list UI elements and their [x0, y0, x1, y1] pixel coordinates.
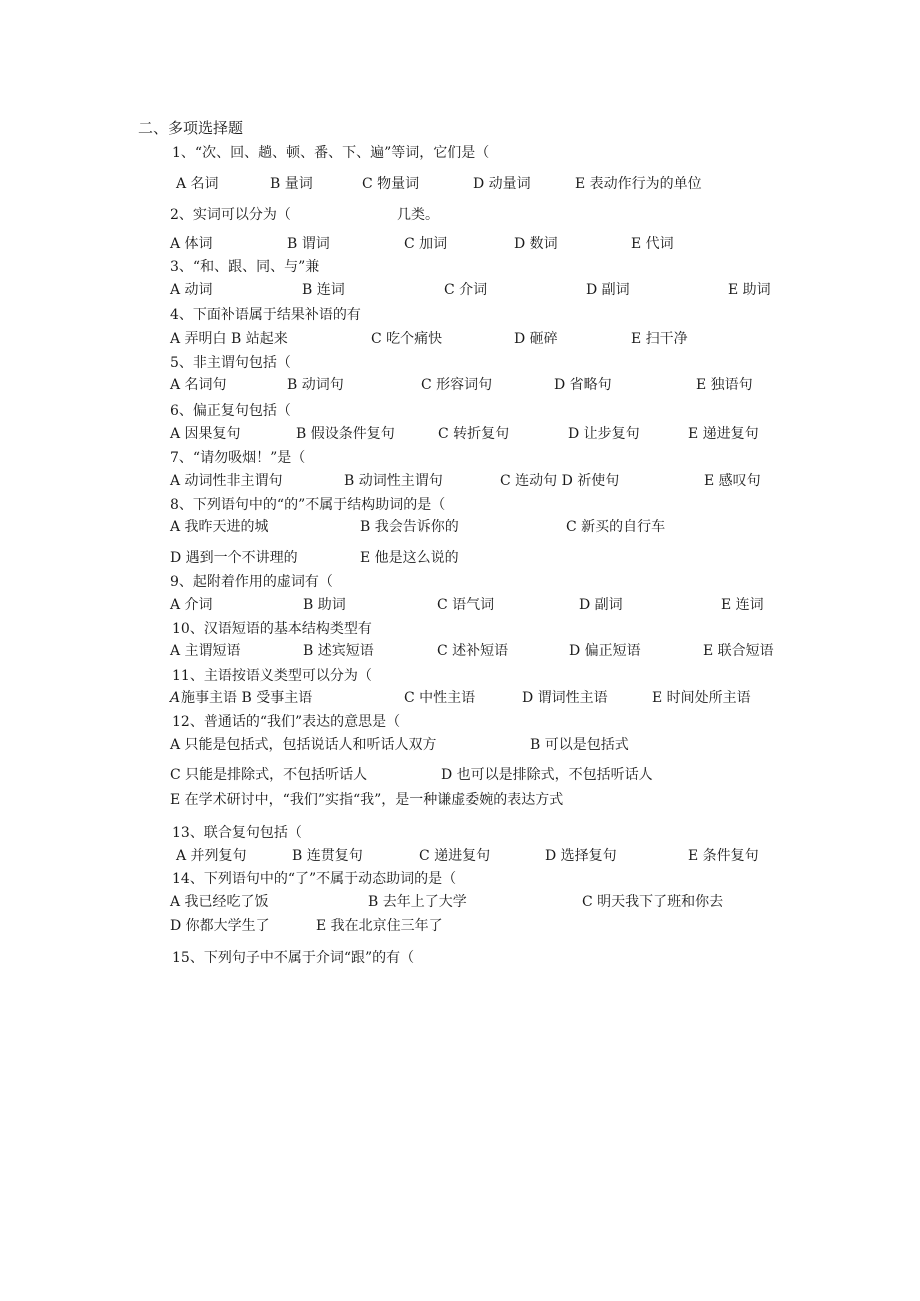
- q14-option-a: A 我已经吃了饭: [170, 894, 269, 910]
- q14-option-e: E 我在北京住三年了: [316, 918, 443, 934]
- q2-option-d: D 数词: [514, 236, 558, 252]
- q13-option-a: A 并列复句: [176, 848, 247, 864]
- q3-option-d: D 副词: [586, 282, 630, 298]
- q12-option-a: A 只能是包括式，包括说话人和听话人双方: [170, 737, 437, 753]
- q10-option-d: D 偏正短语: [569, 643, 641, 659]
- q3-option-a: A 动词: [170, 282, 213, 298]
- q8-option-c: C 新买的自行车: [566, 519, 666, 535]
- q1-option-e: E 表动作行为的单位: [575, 176, 702, 192]
- question-1-stem: 1、“次、回、趟、顿、番、下、遍”等词，它们是（: [172, 145, 490, 161]
- question-13-stem: 13、联合复句包括（: [172, 825, 302, 841]
- q6-option-b: B 假设条件复句: [296, 426, 395, 442]
- q1-option-d: D 动量词: [473, 176, 531, 192]
- q5-option-e: E 独语句: [696, 377, 753, 393]
- q7-option-cd: C 连动句 D 祈使句: [500, 473, 620, 489]
- q5-option-b: B 动词句: [287, 377, 344, 393]
- question-15-stem: 15、下列句子中不属于介词“跟”的有（: [172, 950, 415, 966]
- q14-option-d: D 你都大学生了: [170, 918, 270, 934]
- question-3-stem: 3、“和、跟、同、与”兼: [170, 259, 320, 275]
- q14-option-c: C 明天我下了班和你去: [582, 894, 724, 910]
- q8-option-d: D 遇到一个不讲理的: [170, 550, 298, 566]
- q3-option-e: E 助词: [728, 282, 771, 298]
- question-11-stem: 11、主语按语义类型可以分为（: [172, 668, 372, 684]
- q4-option-c: C 吃个痛快: [371, 331, 443, 347]
- q13-option-d: D 选择复句: [545, 848, 617, 864]
- question-9-stem: 9、起附着作用的虚词有（: [170, 574, 333, 590]
- q4-option-e: E 扫干净: [631, 331, 688, 347]
- q10-option-c: C 述补短语: [437, 643, 509, 659]
- q4-option-d: D 砸碎: [514, 331, 558, 347]
- question-4-stem: 4、下面补语属于结果补语的有: [170, 307, 361, 323]
- q6-option-a: A 因果复句: [170, 426, 241, 442]
- q9-option-c: C 语气词: [437, 597, 495, 613]
- q9-option-e: E 连词: [721, 597, 764, 613]
- q10-option-b: B 述宾短语: [303, 643, 374, 659]
- q5-option-d: D 省略句: [554, 377, 612, 393]
- q12-option-c: C 只能是排除式，不包括听话人: [170, 767, 368, 783]
- q11-option-e: E 时间处所主语: [652, 690, 751, 706]
- question-2-stem: 2、实词可以分为（: [170, 207, 291, 223]
- q6-option-d: D 让步复句: [568, 426, 640, 442]
- q1-option-b: B 量词: [270, 176, 313, 192]
- q8-option-e: E 他是这么说的: [360, 550, 459, 566]
- q6-option-e: E 递进复句: [688, 426, 759, 442]
- section-title: 二、多项选择题: [138, 119, 244, 137]
- q7-option-a: A 动词性非主谓句: [170, 473, 283, 489]
- q5-option-a: A 名词句: [170, 377, 227, 393]
- q13-option-c: C 递进复句: [419, 848, 491, 864]
- q9-option-d: D 副词: [579, 597, 623, 613]
- question-10-stem: 10、汉语短语的基本结构类型有: [172, 621, 372, 637]
- q1-option-a: A 名词: [176, 176, 219, 192]
- q7-option-e: E 感叹句: [704, 473, 761, 489]
- q4-option-ab: A 弄明白 B 站起来: [170, 331, 288, 347]
- question-7-stem: 7、“请勿吸烟！”是（: [170, 450, 306, 466]
- q11-option-c: C 中性主语: [404, 690, 476, 706]
- q2-option-e: E 代词: [631, 236, 674, 252]
- q13-option-b: B 连贯复句: [292, 848, 363, 864]
- q12-option-b: B 可以是包括式: [530, 737, 629, 753]
- q7-option-b: B 动词性主谓句: [344, 473, 443, 489]
- q14-option-b: B 去年上了大学: [368, 894, 467, 910]
- question-8-stem: 8、下列语句中的“的”不属于结构助词的是（: [170, 497, 446, 513]
- q6-option-c: C 转折复句: [438, 426, 510, 442]
- q9-option-b: B 助词: [303, 597, 346, 613]
- q8-option-a: A 我昨天进的城: [170, 519, 269, 535]
- q5-option-c: C 形容词句: [421, 377, 493, 393]
- q11-option-a-letter: A: [170, 690, 181, 706]
- q12-option-e: E 在学术研讨中，“我们”实指“我”，是一种谦虚委婉的表达方式: [170, 792, 564, 808]
- q13-option-e: E 条件复句: [688, 848, 759, 864]
- q1-option-c: C 物量词: [362, 176, 420, 192]
- q11-option-a-b: 施事主语 B 受事主语: [181, 690, 313, 706]
- q10-option-a: A 主谓短语: [170, 643, 241, 659]
- q9-option-a: A 介词: [170, 597, 213, 613]
- question-12-stem: 12、普通话的“我们”表达的意思是（: [172, 714, 401, 730]
- q12-option-d: D 也可以是排除式，不包括听话人: [441, 767, 653, 783]
- q3-option-c: C 介词: [444, 282, 488, 298]
- question-2-stem-tail: 几类。: [397, 207, 439, 223]
- q2-option-b: B 谓词: [287, 236, 330, 252]
- q10-option-e: E 联合短语: [703, 643, 774, 659]
- question-14-stem: 14、下列语句中的“了”不属于动态助词的是（: [172, 871, 457, 887]
- q11-option-d: D 谓词性主语: [522, 690, 608, 706]
- q2-option-c: C 加词: [404, 236, 448, 252]
- q3-option-b: B 连词: [302, 282, 345, 298]
- question-5-stem: 5、非主谓句包括（: [170, 355, 291, 371]
- q2-option-a: A 体词: [170, 236, 213, 252]
- question-6-stem: 6、偏正复句包括（: [170, 403, 291, 419]
- q8-option-b: B 我会告诉你的: [360, 519, 459, 535]
